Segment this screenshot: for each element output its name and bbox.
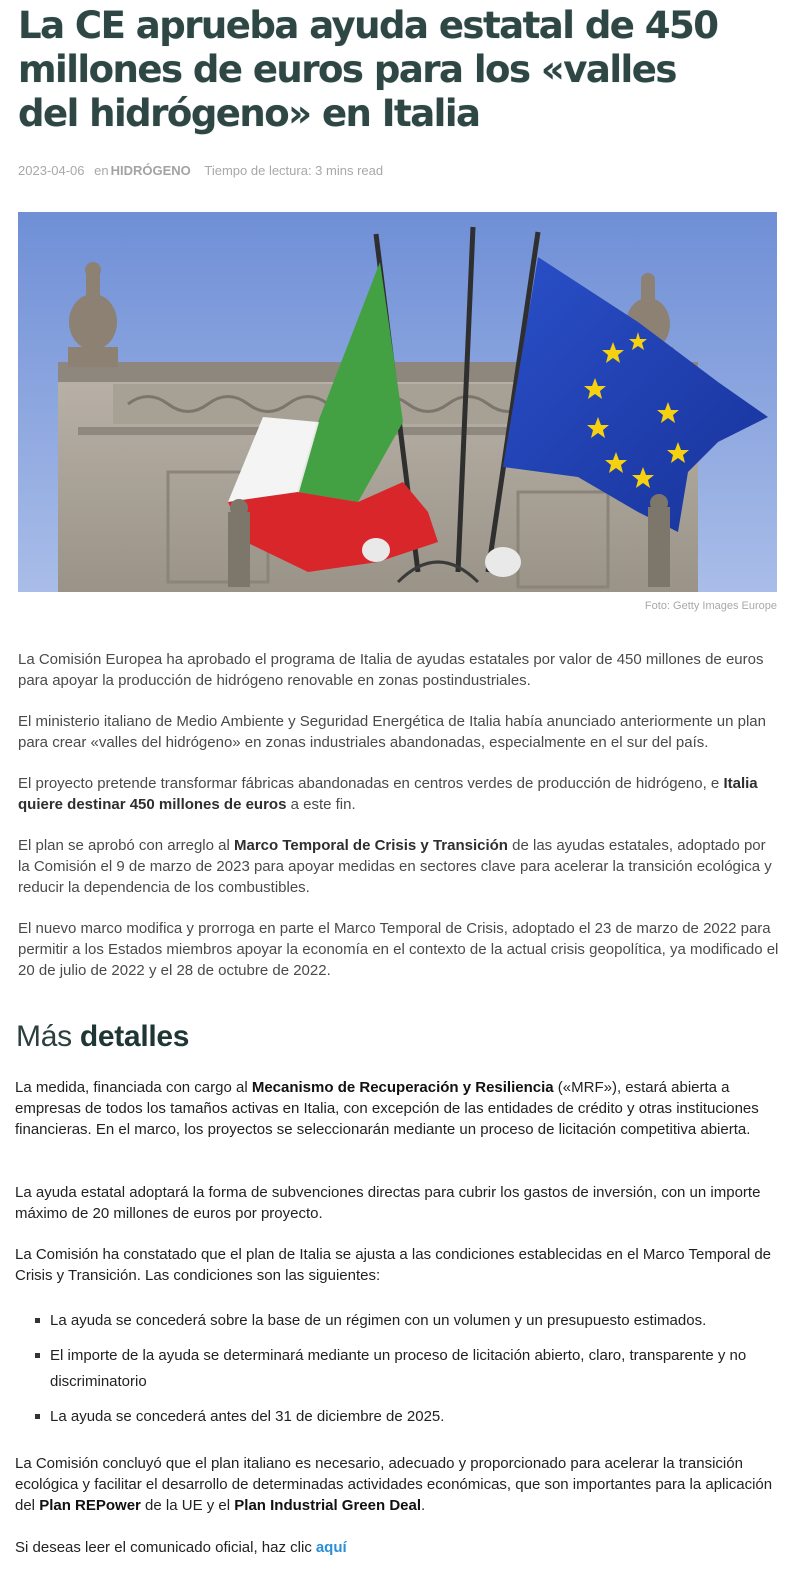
intro-p3-bold: Italia quiere destinar 450 millones de euros xyxy=(18,775,758,813)
bullet-icon xyxy=(35,1414,40,1419)
details-p4-text: La Comisión concluyó que el plan italiano es necesario, adecuado y proporcionado para acelerar la transición ecológica y facilitar el desarrollo de determinadas actividades económicas, que son importantes para la aplicación del xyxy=(15,1455,773,1514)
photo-credit: Foto: Getty Images Europe xyxy=(644,600,777,612)
list-item-text: El importe de la ayuda se determinará mediante un proceso de licitación abierto, claro, transparente y no discriminatorio xyxy=(50,1347,747,1390)
details-p1-text: La medida, financiada con cargo al xyxy=(15,1079,252,1096)
details-paragraph-1 xyxy=(15,1077,785,1140)
intro-paragraph-3 xyxy=(18,773,780,815)
details-p1-tail: («MRF»), estará abierta a empresas de todos los tamaños activas en Italia, con excepción de las entidades de crédito y otras instituciones financieras. En el marco, los proyectos se seleccionarán mediante un proceso de licitación competitiva abierta. xyxy=(15,1079,759,1138)
article-meta xyxy=(18,163,389,178)
bullet-icon xyxy=(35,1318,40,1323)
details-paragraph-5 xyxy=(15,1537,785,1558)
intro-paragraph-4 xyxy=(18,835,780,898)
details-paragraph-3: La Comisión ha constatado que el plan de Italia se ajusta a las condiciones establecidas en el Marco Temporal de Crisis y Transición. Las condiciones son las siguientes: xyxy=(15,1246,772,1284)
green-deal-text: Plan Industrial Green Deal xyxy=(234,1497,422,1514)
intro-paragraph-2: El ministerio italiano de Medio Ambiente y Seguridad Energética de Italia había anunciado anteriormente un plan para crear «valles del hidrógeno» en zonas industriales abandonadas, especialmente en el sur del país. xyxy=(18,713,766,751)
details-p4-mid: de la UE y el xyxy=(140,1497,235,1514)
intro-p4-tail: de las ayudas estatales, adoptado por la Comisión el 9 de marzo de 2023 para apoyar medidas en sectores clave para acelerar la transición ecológica y reducir la dependencia de los combustibles. xyxy=(18,837,772,896)
hero-image xyxy=(18,212,777,592)
article-title: La CE aprueba ayuda estatal de 450 millones de euros para los «valles del hidrógeno» en Italia xyxy=(18,4,718,135)
read-official-text: Si deseas leer el comunicado oficial, haz clic xyxy=(15,1539,312,1556)
list-item-text: La ayuda se concederá antes del 31 de diciembre de 2025. xyxy=(50,1408,445,1425)
list-item xyxy=(35,1343,775,1395)
bullet-icon xyxy=(35,1353,40,1358)
conditions-list xyxy=(35,1308,775,1439)
fade-overlay xyxy=(0,985,800,1010)
details-heading xyxy=(16,1020,189,1054)
details-paragraph-2: La ayuda estatal adoptará la forma de subvenciones directas para cubrir los gastos de inversión, con un importe máximo de 20 millones de euros por proyecto. xyxy=(15,1184,761,1222)
intro-paragraph-5: El nuevo marco modifica y prorroga en parte el Marco Temporal de Crisis, adoptado el 23 de marzo de 2022 para permitir a los Estados miembros apoyar la economía en el contexto de la actual crisis geopolítica, ya modificado el 20 de julio de 2022 y el 28 de octubre de 2022. xyxy=(18,920,779,979)
intro-p3-tail: a este fin. xyxy=(286,796,356,813)
official-release-link[interactable]: aquí xyxy=(315,1539,347,1556)
list-item xyxy=(35,1404,775,1430)
details-heading-bold: detalles xyxy=(79,1020,190,1053)
list-item xyxy=(35,1308,775,1334)
category-link[interactable]: HIDRÓGENO xyxy=(110,163,191,178)
intro-p4-text: El plan se aprobó con arreglo al xyxy=(18,837,234,854)
list-item-text: La ayuda se concederá sobre la base de un régimen con un volumen y un presupuesto estimados. xyxy=(50,1312,707,1329)
intro-p4-bold: Marco Temporal de Crisis y Transición xyxy=(233,837,508,854)
details-heading-light: Más xyxy=(16,1020,72,1053)
details-paragraph-4 xyxy=(15,1453,785,1516)
intro-paragraph-1: La Comisión Europea ha aprobado el programa de Italia de ayudas estatales por valor de 450 millones de euros para apoyar la producción de hidrógeno renovable en zonas postindustriales. xyxy=(18,651,764,689)
details-p1-bold: Mecanismo de Recuperación y Resiliencia xyxy=(251,1079,554,1096)
details-p4-tail: . xyxy=(421,1497,426,1514)
intro-p3-text: El proyecto pretende transformar fábricas abandonadas en centros verdes de producción de hidrógeno, e xyxy=(18,775,724,792)
reading-time: Tiempo de lectura: 3 mins read xyxy=(204,163,384,178)
repower-plan-text: Plan REPower xyxy=(39,1497,141,1514)
article-date: 2023-04-06 xyxy=(18,163,85,178)
category-prefix: en xyxy=(94,163,109,178)
